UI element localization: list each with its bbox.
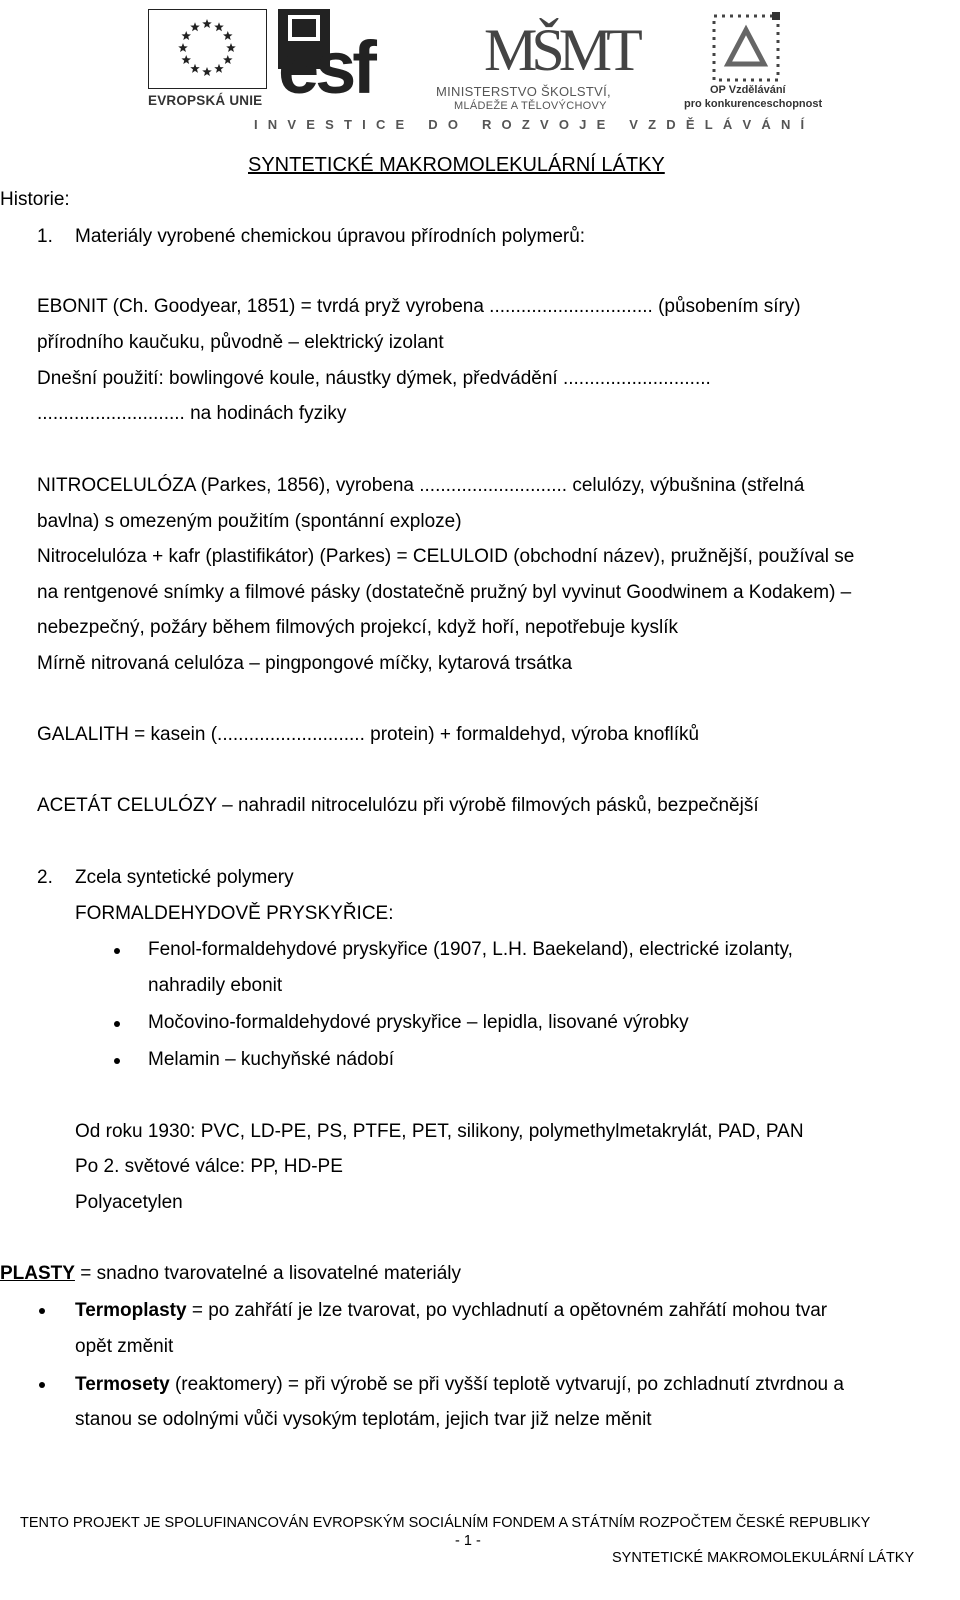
op-caption-2: pro konkurenceschopnost <box>684 98 823 110</box>
termoplasty-line-1 <box>75 1300 827 1323</box>
eu-star-icon <box>190 64 200 73</box>
bullet-icon <box>39 1308 45 1314</box>
eu-star-icon <box>226 43 236 52</box>
eu-star-icon <box>223 55 233 64</box>
plasty-term: PLASTY <box>0 1263 75 1284</box>
page-title: SYNTETICKÉ MAKROMOLEKULÁRNÍ LÁTKY <box>248 154 665 176</box>
nitro-line-2: bavlna) s omezeným použitím (spontánní exploze) <box>37 511 462 532</box>
bullet-2: Močovino-formaldehydové pryskyřice – lepidla, lisované výrobky <box>148 1012 689 1033</box>
msmt-mark-icon <box>436 8 646 84</box>
eu-star-icon <box>223 31 233 40</box>
eu-logo <box>148 9 268 106</box>
nitro-line-1: NITROCELULÓZA (Parkes, 1856), vyrobena ............................ celulózy, výbušnina (střelná <box>37 475 805 496</box>
bullet-3: Melamin – kuchyňské nádobí <box>148 1049 395 1070</box>
termosety-definition: (reaktomery) = při výrobě se při vyšší teplotě vytvarují, po zchladnutí ztvrdnou a <box>169 1374 844 1395</box>
section-2-number: 2. <box>37 867 53 888</box>
termosety-line-2: stanou se odolnými vůči vysokým teplotám, jejich tvar již nelze měnit <box>75 1409 652 1430</box>
galalith-line: GALALITH = kasein (............................ protein) + formaldehyd, výroba knoflíků <box>37 724 700 745</box>
section-1-text: Materiály vyrobené chemickou úpravou přírodních polymerů: <box>75 226 586 247</box>
footer-title: SYNTETICKÉ MAKROMOLEKULÁRNÍ LÁTKY <box>612 1550 915 1566</box>
esf-logo <box>278 9 388 107</box>
ebonit-line-4: ............................ na hodinách fyziky <box>37 403 347 424</box>
eu-star-icon <box>202 19 212 28</box>
footer-page-number: - 1 - <box>455 1533 481 1549</box>
bullet-1-line-1: Fenol-formaldehydové pryskyřice (1907, L.H. Baekeland), electrické izolanty, <box>148 939 793 960</box>
bullet-1-line-2: nahradily ebonit <box>148 975 283 996</box>
od-roku-line: Od roku 1930: PVC, LD-PE, PS, PTFE, PET, silikony, polymethylmetakrylát, PAD, PAN <box>75 1121 804 1142</box>
po-valce-line: Po 2. světové válce: PP, HD-PE <box>75 1156 343 1177</box>
nitro-line-6: Mírně nitrovaná celulóza – pingpongové míčky, kytarová trsátka <box>37 653 573 674</box>
eu-star-icon <box>178 43 188 52</box>
bullet-icon <box>114 1021 120 1027</box>
plasty-line <box>0 1263 461 1286</box>
bullet-icon <box>114 1058 120 1064</box>
nitro-line-5: nebezpečný, požáry během filmových projekcí, když hoří, nepotřebuje kyslík <box>37 617 679 638</box>
polyacetylen-line: Polyacetylen <box>75 1192 183 1213</box>
ebonit-line-1: EBONIT (Ch. Goodyear, 1851) = tvrdá pryž vyrobena ............................... (působením síry) <box>37 296 801 317</box>
footer-funding: TENTO PROJEKT JE SPOLUFINANCOVÁN EVROPSKÝM SOCIÁLNÍM FONDEM A STÁTNÍM ROZPOČTEM ČESKÉ REPUBLIKY <box>20 1515 871 1531</box>
termosety-term: Termosety <box>75 1374 170 1395</box>
msmt-caption-1: MINISTERSTVO ŠKOLSTVÍ, <box>436 84 611 99</box>
termosety-line-1 <box>75 1374 844 1397</box>
bullet-icon <box>114 948 120 954</box>
eu-star-icon <box>214 22 224 31</box>
eu-star-icon <box>214 64 224 73</box>
eu-star-icon <box>181 31 191 40</box>
section-2-text: Zcela syntetické polymery <box>75 867 294 888</box>
op-logo <box>684 6 824 110</box>
termoplasty-line-2: opět změnit <box>75 1336 174 1357</box>
ebonit-line-2: přírodního kaučuku, původně – elektrický izolant <box>37 332 444 353</box>
nitro-line-3: Nitrocelulóza + kafr (plastifikátor) (Parkes) = CELULOID (obchodní název), pružnější, používal se <box>37 546 855 567</box>
svg-text:MŠMT: MŠMT <box>484 17 637 83</box>
eu-caption: EVROPSKÁ UNIE <box>148 93 263 108</box>
termoplasty-term: Termoplasty <box>75 1300 187 1321</box>
ebonit-line-3: Dnešní použití: bowlingové koule, náustky dýmek, předvádění ............................ <box>37 368 711 389</box>
plasty-definition: = snadno tvarovatelné a lisovatelné materiály <box>74 1263 461 1284</box>
msmt-logo <box>436 8 646 112</box>
esf-word: esf <box>278 26 373 109</box>
op-caption-1: OP Vzdělávání <box>710 84 786 96</box>
op-mark-icon <box>684 6 824 84</box>
section-1-number: 1. <box>37 226 53 247</box>
bullet-icon <box>39 1382 45 1388</box>
eu-star-icon <box>181 55 191 64</box>
eu-flag-icon <box>148 9 267 89</box>
investice-banner: INVESTICE DO ROZVOJE VZDĚLÁVÁNÍ <box>254 117 815 132</box>
msmt-caption-2: MLÁDEŽE A TĚLOVÝCHOVY <box>454 100 607 112</box>
nitro-line-4: na rentgenové snímky a filmové pásky (dostatečně pružný byl vyvinut Goodwinem a Kodakem) – <box>37 582 852 603</box>
acetat-line: ACETÁT CELULÓZY – nahradil nitrocelulózu při výrobě filmových pásků, bezpečnější <box>37 795 759 816</box>
formaldehyde-heading: FORMALDEHYDOVĚ PRYSKYŘICE: <box>75 903 394 924</box>
eu-star-icon <box>190 22 200 31</box>
termoplasty-definition: = po zahřátí je lze tvarovat, po vychladnutí a opětovném zahřátí mohou tvar <box>186 1300 828 1321</box>
eu-star-icon <box>202 67 212 76</box>
section-history-heading: Historie: <box>0 189 70 210</box>
